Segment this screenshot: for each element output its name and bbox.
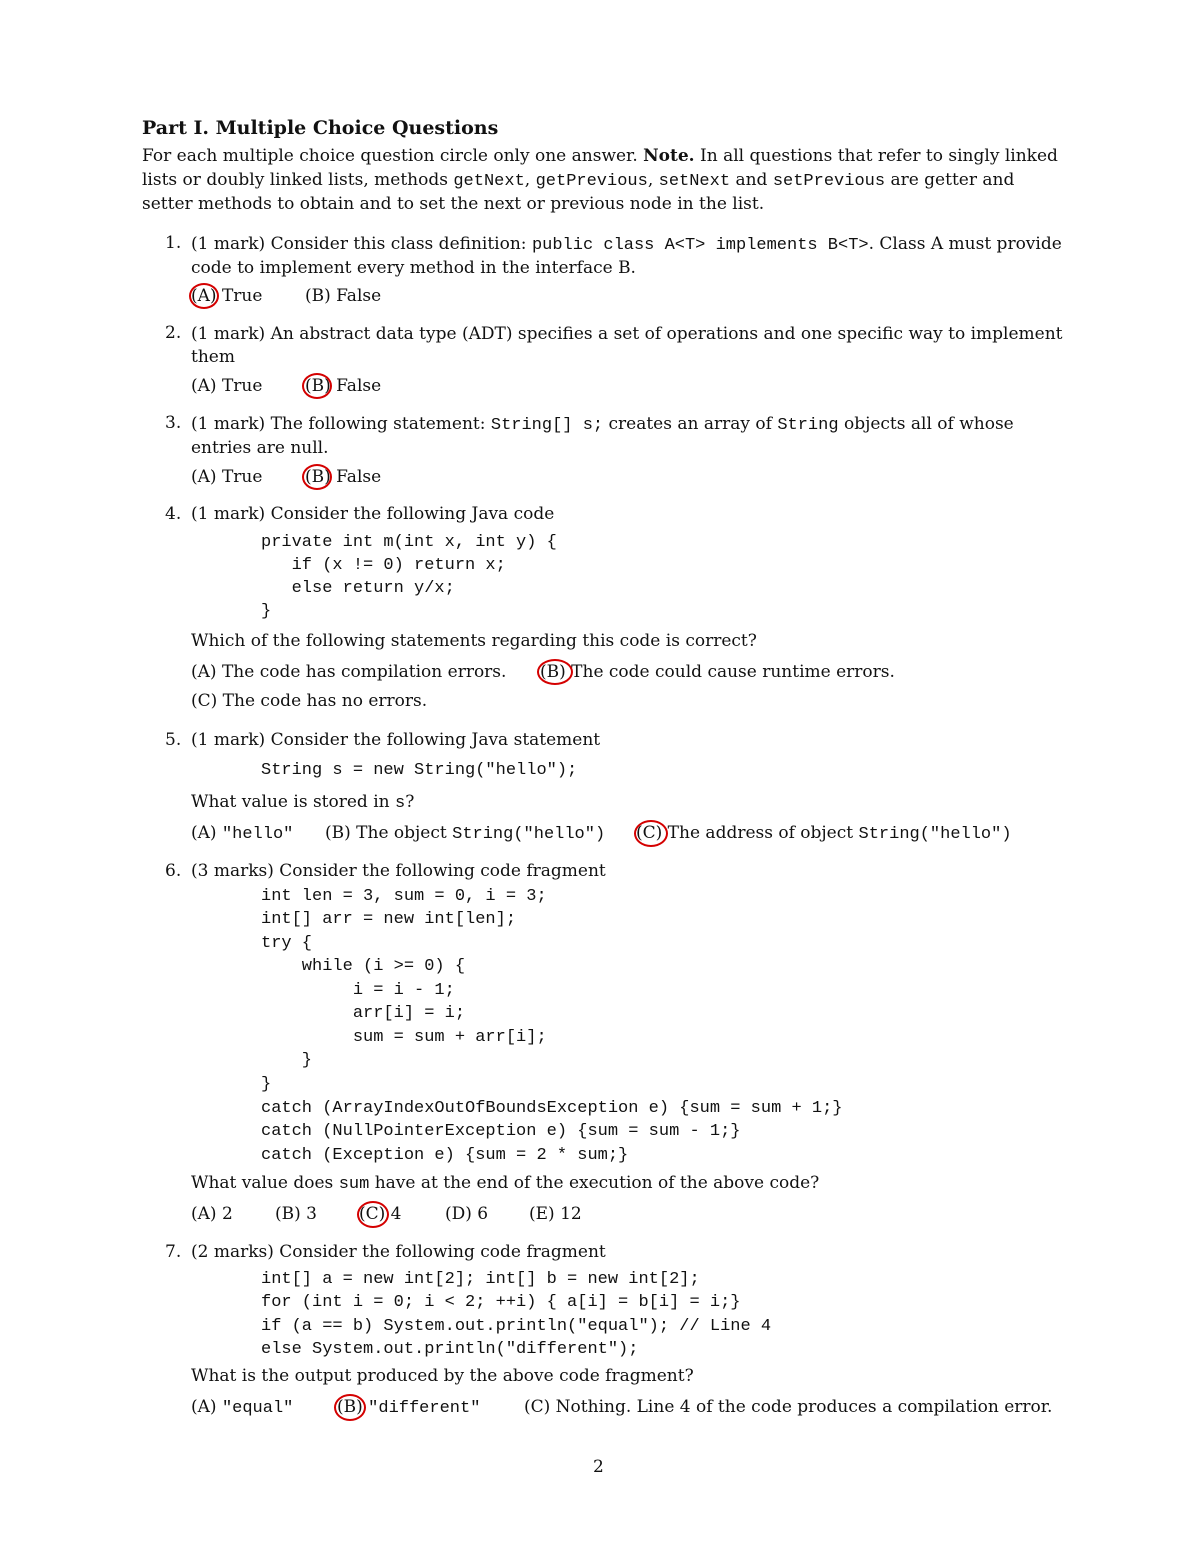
code-line: sum = sum + arr[i]; — [261, 1028, 547, 1047]
code-line: arr[i] = i; — [261, 1004, 466, 1023]
code-line: int[] a = new int[2]; int[] b = new int[2]; — [261, 1270, 700, 1289]
option-b[interactable]: (B) The code could cause runtime errors. — [540, 662, 895, 682]
option-c[interactable]: (C) 4 — [359, 1204, 402, 1224]
code-line: try { — [261, 934, 313, 953]
note-label: Note. — [643, 146, 695, 166]
code-line: for (int i = 0; i < 2; ++i) { a[i] = b[i] = i;} — [261, 1293, 741, 1312]
question-text: (2 marks) Consider the following code fragment — [191, 1242, 606, 1262]
question-prompt: What value is stored in s? — [191, 792, 415, 813]
code-line: if (x != 0) return x; — [261, 556, 506, 575]
option-a[interactable]: (A) The code has compilation errors. — [191, 662, 507, 682]
code-line: } — [261, 1051, 313, 1070]
question-prompt: What value does sum have at the end of the execution of the above code? — [191, 1173, 820, 1194]
answer-circle — [334, 1394, 366, 1421]
question-text: (1 mark) An abstract data type (ADT) specifies a set of operations and one specific way to implement them — [191, 324, 1063, 367]
option-b[interactable]: (B) The object String("hello") — [325, 823, 606, 844]
answer-circle — [189, 283, 219, 309]
question-number: 3. — [165, 413, 182, 433]
answer-circle — [357, 1201, 389, 1228]
option-a[interactable]: (A) True — [191, 376, 263, 396]
option-c[interactable]: (C) The code has no errors. — [191, 691, 428, 711]
code-line: } — [261, 1075, 272, 1094]
code-line: i = i - 1; — [261, 981, 455, 1000]
code-line: String s = new String("hello"); — [261, 761, 578, 780]
code-line: else return y/x; — [261, 579, 455, 598]
option-b[interactable]: (B) "different" — [337, 1397, 481, 1418]
code-line: catch (Exception e) {sum = 2 * sum;} — [261, 1146, 629, 1165]
question-number: 6. — [165, 861, 182, 881]
question-number: 2. — [165, 323, 182, 343]
code-line: int len = 3, sum = 0, i = 3; — [261, 887, 547, 906]
answer-circle — [634, 820, 668, 847]
question-text: (1 mark) Consider the following Java code — [191, 504, 555, 524]
code-line: int[] arr = new int[len]; — [261, 910, 517, 929]
question-text: (3 marks) Consider the following code fragment — [191, 861, 606, 881]
option-b[interactable]: (B) False — [305, 467, 382, 487]
answer-circle — [537, 659, 573, 685]
question-number: 1. — [165, 233, 182, 253]
question-number: 4. — [165, 504, 182, 524]
question-text: (1 mark) Consider this class definition: public class A<T> implements B<T>. Class A must provide code to implement every method in the interface B. — [191, 234, 1062, 278]
answer-circle — [302, 464, 332, 490]
option-d[interactable]: (D) 6 — [445, 1204, 489, 1224]
code-line: } — [261, 602, 272, 621]
part-title: Part I. Multiple Choice Questions — [142, 117, 499, 139]
option-a[interactable]: (A) "hello" — [191, 823, 294, 844]
code-line: private int m(int x, int y) { — [261, 533, 557, 552]
question-number: 7. — [165, 1242, 182, 1262]
option-a[interactable]: (A) True — [191, 286, 263, 306]
option-b[interactable]: (B) False — [305, 286, 382, 306]
code-line: else System.out.println("different"); — [261, 1340, 639, 1359]
option-c[interactable]: (C) The address of object String("hello") — [636, 823, 1012, 844]
code-line: catch (NullPointerException e) {sum = sum - 1;} — [261, 1122, 741, 1141]
option-e[interactable]: (E) 12 — [529, 1204, 582, 1224]
option-a[interactable]: (A) 2 — [191, 1204, 233, 1224]
question-number: 5. — [165, 730, 182, 750]
option-b[interactable]: (B) False — [305, 376, 382, 396]
question-prompt: What is the output produced by the above code fragment? — [191, 1366, 694, 1386]
option-b[interactable]: (B) 3 — [275, 1204, 317, 1224]
code-line: while (i >= 0) { — [261, 957, 466, 976]
question-prompt: Which of the following statements regarding this code is correct? — [191, 631, 757, 651]
option-a[interactable]: (A) "equal" — [191, 1397, 294, 1418]
option-a[interactable]: (A) True — [191, 467, 263, 487]
question-text: (1 mark) The following statement: String[] s; creates an array of String objects all of whose entries are null. — [191, 414, 1014, 458]
answer-circle — [302, 373, 332, 399]
page-number: 2 — [593, 1457, 604, 1477]
question-text: (1 mark) Consider the following Java statement — [191, 730, 601, 750]
code-line: if (a == b) System.out.println("equal"); // Line 4 — [261, 1317, 772, 1336]
instructions-paragraph: For each multiple choice question circle only one answer. Note. In all questions that refer to singly linked lists or doubly linked lists, methods getNext, getPrevious, setNext and setPrevious are getter and setter methods to obtain and to set the next or previous node in the list. — [142, 146, 1058, 214]
code-line: catch (ArrayIndexOutOfBoundsException e) {sum = sum + 1;} — [261, 1099, 843, 1118]
option-c[interactable]: (C) Nothing. Line 4 of the code produces a compilation error. — [524, 1397, 1053, 1417]
